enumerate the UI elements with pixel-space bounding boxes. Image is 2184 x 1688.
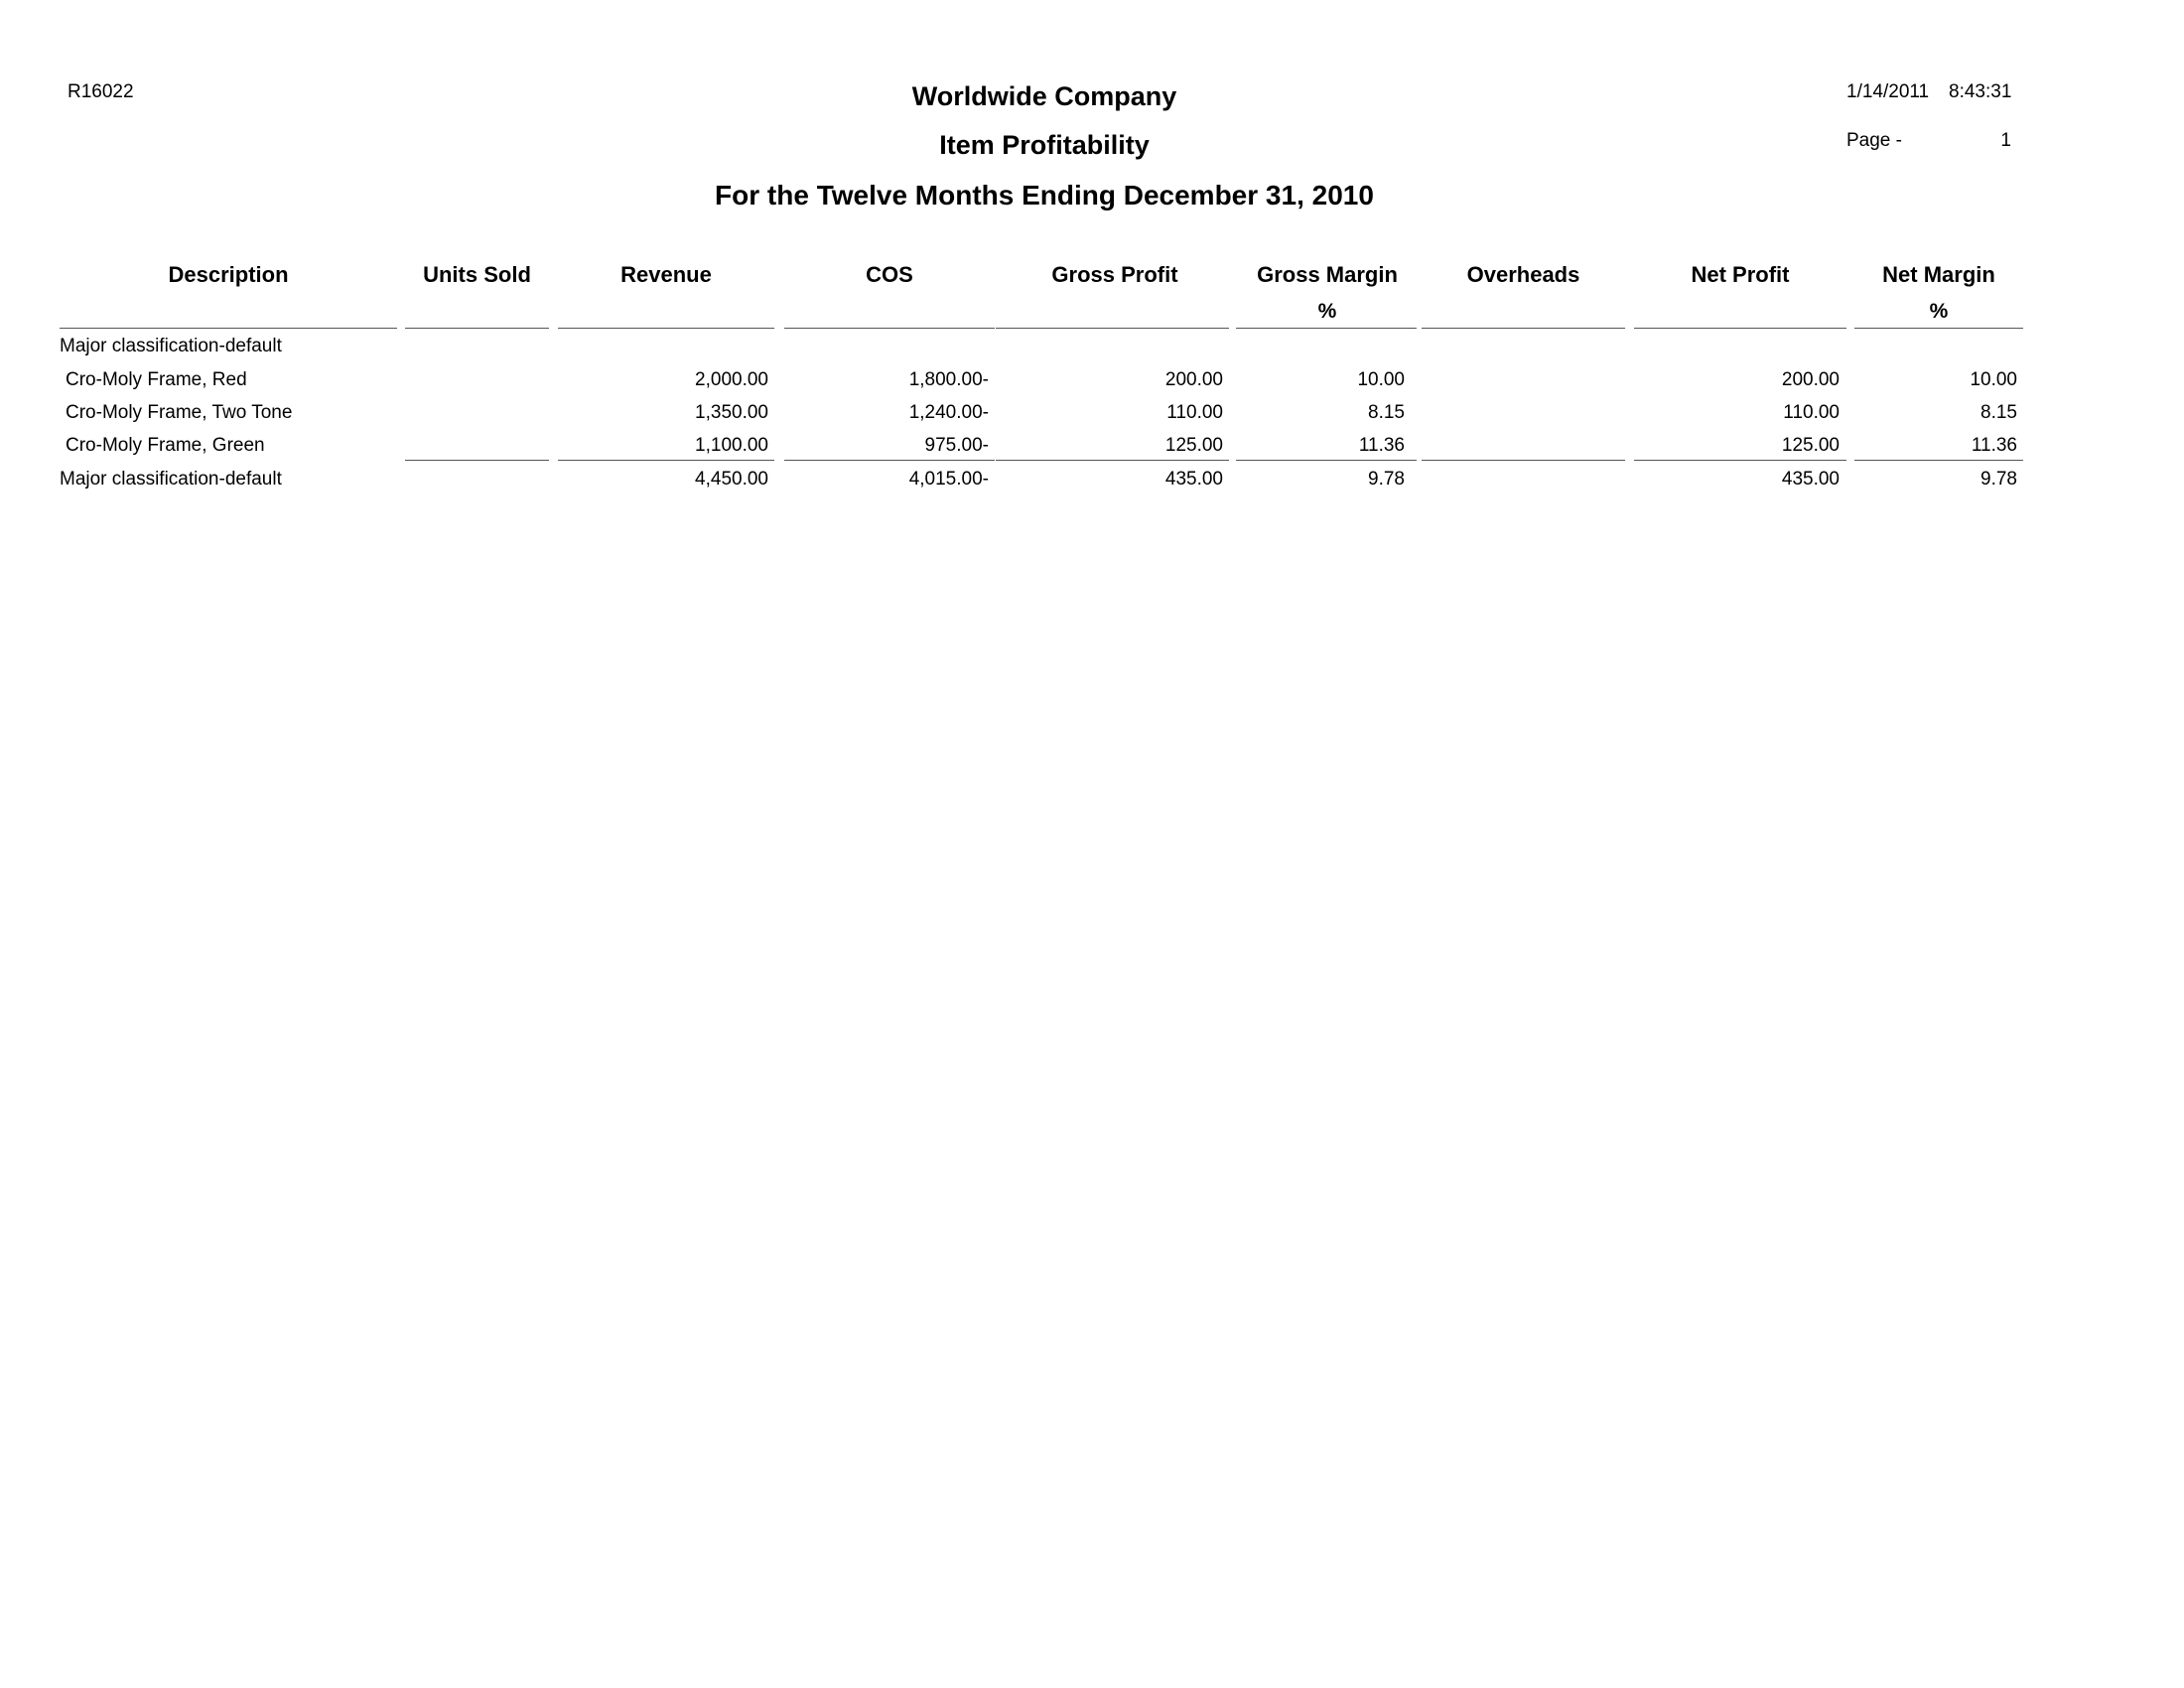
total-gross-profit: 435.00	[1164, 469, 1223, 490]
header-rule	[784, 328, 995, 329]
row-gross-margin: 11.36	[1358, 435, 1405, 456]
row-gross-margin: 10.00	[1357, 369, 1405, 390]
col-header-cos: COS	[866, 262, 913, 287]
row-cos: 1,800.00-	[908, 369, 989, 390]
total-net-margin: 9.78	[1980, 469, 2017, 490]
total-description: Major classification-default	[60, 469, 282, 490]
row-cos: 975.00-	[924, 435, 989, 456]
header-rule	[1236, 328, 1417, 329]
subtotal-rule	[996, 460, 1229, 461]
company-name: Worldwide Company	[911, 81, 1177, 111]
group-heading: Major classification-default	[60, 336, 282, 356]
page-number: 1	[2000, 130, 2011, 151]
row-net-margin: 11.36	[1971, 435, 2017, 456]
col-header-gross-margin-unit: %	[1317, 300, 1337, 323]
row-cos: 1,240.00-	[908, 402, 989, 423]
row-net-margin: 8.15	[1980, 402, 2017, 423]
total-cos: 4,015.00-	[908, 469, 989, 490]
report-period: For the Twelve Months Ending December 31, 2010	[715, 180, 1374, 211]
header-rule	[1854, 328, 2023, 329]
row-net-profit: 110.00	[1783, 402, 1840, 423]
row-net-profit: 125.00	[1781, 435, 1840, 456]
subtotal-rule	[405, 460, 549, 461]
row-description: Cro-Moly Frame, Green	[66, 435, 265, 456]
total-net-profit: 435.00	[1781, 469, 1840, 490]
row-net-profit: 200.00	[1781, 369, 1840, 390]
subtotal-rule	[558, 460, 774, 461]
header-rule	[996, 328, 1229, 329]
col-header-revenue: Revenue	[620, 262, 712, 287]
header-rule	[1422, 328, 1625, 329]
col-header-net-margin-unit: %	[1929, 300, 1949, 323]
total-revenue: 4,450.00	[695, 469, 768, 490]
row-revenue: 2,000.00	[695, 369, 768, 390]
subtotal-rule	[1854, 460, 2023, 461]
report-title: Item Profitability	[939, 130, 1150, 160]
header-rule	[405, 328, 549, 329]
page-label: Page -	[1846, 130, 1902, 151]
row-gross-margin: 8.15	[1368, 402, 1405, 423]
header-rule	[1634, 328, 1846, 329]
row-description: Cro-Moly Frame, Red	[66, 369, 247, 390]
total-gross-margin: 9.78	[1368, 469, 1405, 490]
report-id: R16022	[68, 81, 134, 102]
col-header-gross-margin: Gross Margin	[1257, 262, 1398, 287]
row-revenue: 1,100.00	[695, 435, 768, 456]
col-header-net-margin: Net Margin	[1882, 262, 1995, 287]
row-gross-profit: 200.00	[1164, 369, 1223, 390]
header-rule	[60, 328, 397, 329]
report-date: 1/14/2011	[1846, 81, 1930, 102]
subtotal-rule	[1422, 460, 1625, 461]
row-gross-profit: 110.00	[1166, 402, 1223, 423]
subtotal-rule	[1634, 460, 1846, 461]
col-header-description: Description	[168, 262, 289, 287]
col-header-gross-profit: Gross Profit	[1051, 262, 1178, 287]
col-header-overheads: Overheads	[1466, 262, 1580, 287]
row-revenue: 1,350.00	[695, 402, 768, 423]
subtotal-rule	[784, 460, 995, 461]
col-header-net-profit: Net Profit	[1691, 262, 1790, 287]
row-description: Cro-Moly Frame, Two Tone	[66, 402, 293, 423]
row-net-margin: 10.00	[1970, 369, 2017, 390]
report-time: 8:43:31	[1949, 81, 2012, 102]
col-header-units-sold: Units Sold	[423, 262, 531, 287]
subtotal-rule	[1236, 460, 1417, 461]
row-gross-profit: 125.00	[1164, 435, 1223, 456]
header-rule	[558, 328, 774, 329]
